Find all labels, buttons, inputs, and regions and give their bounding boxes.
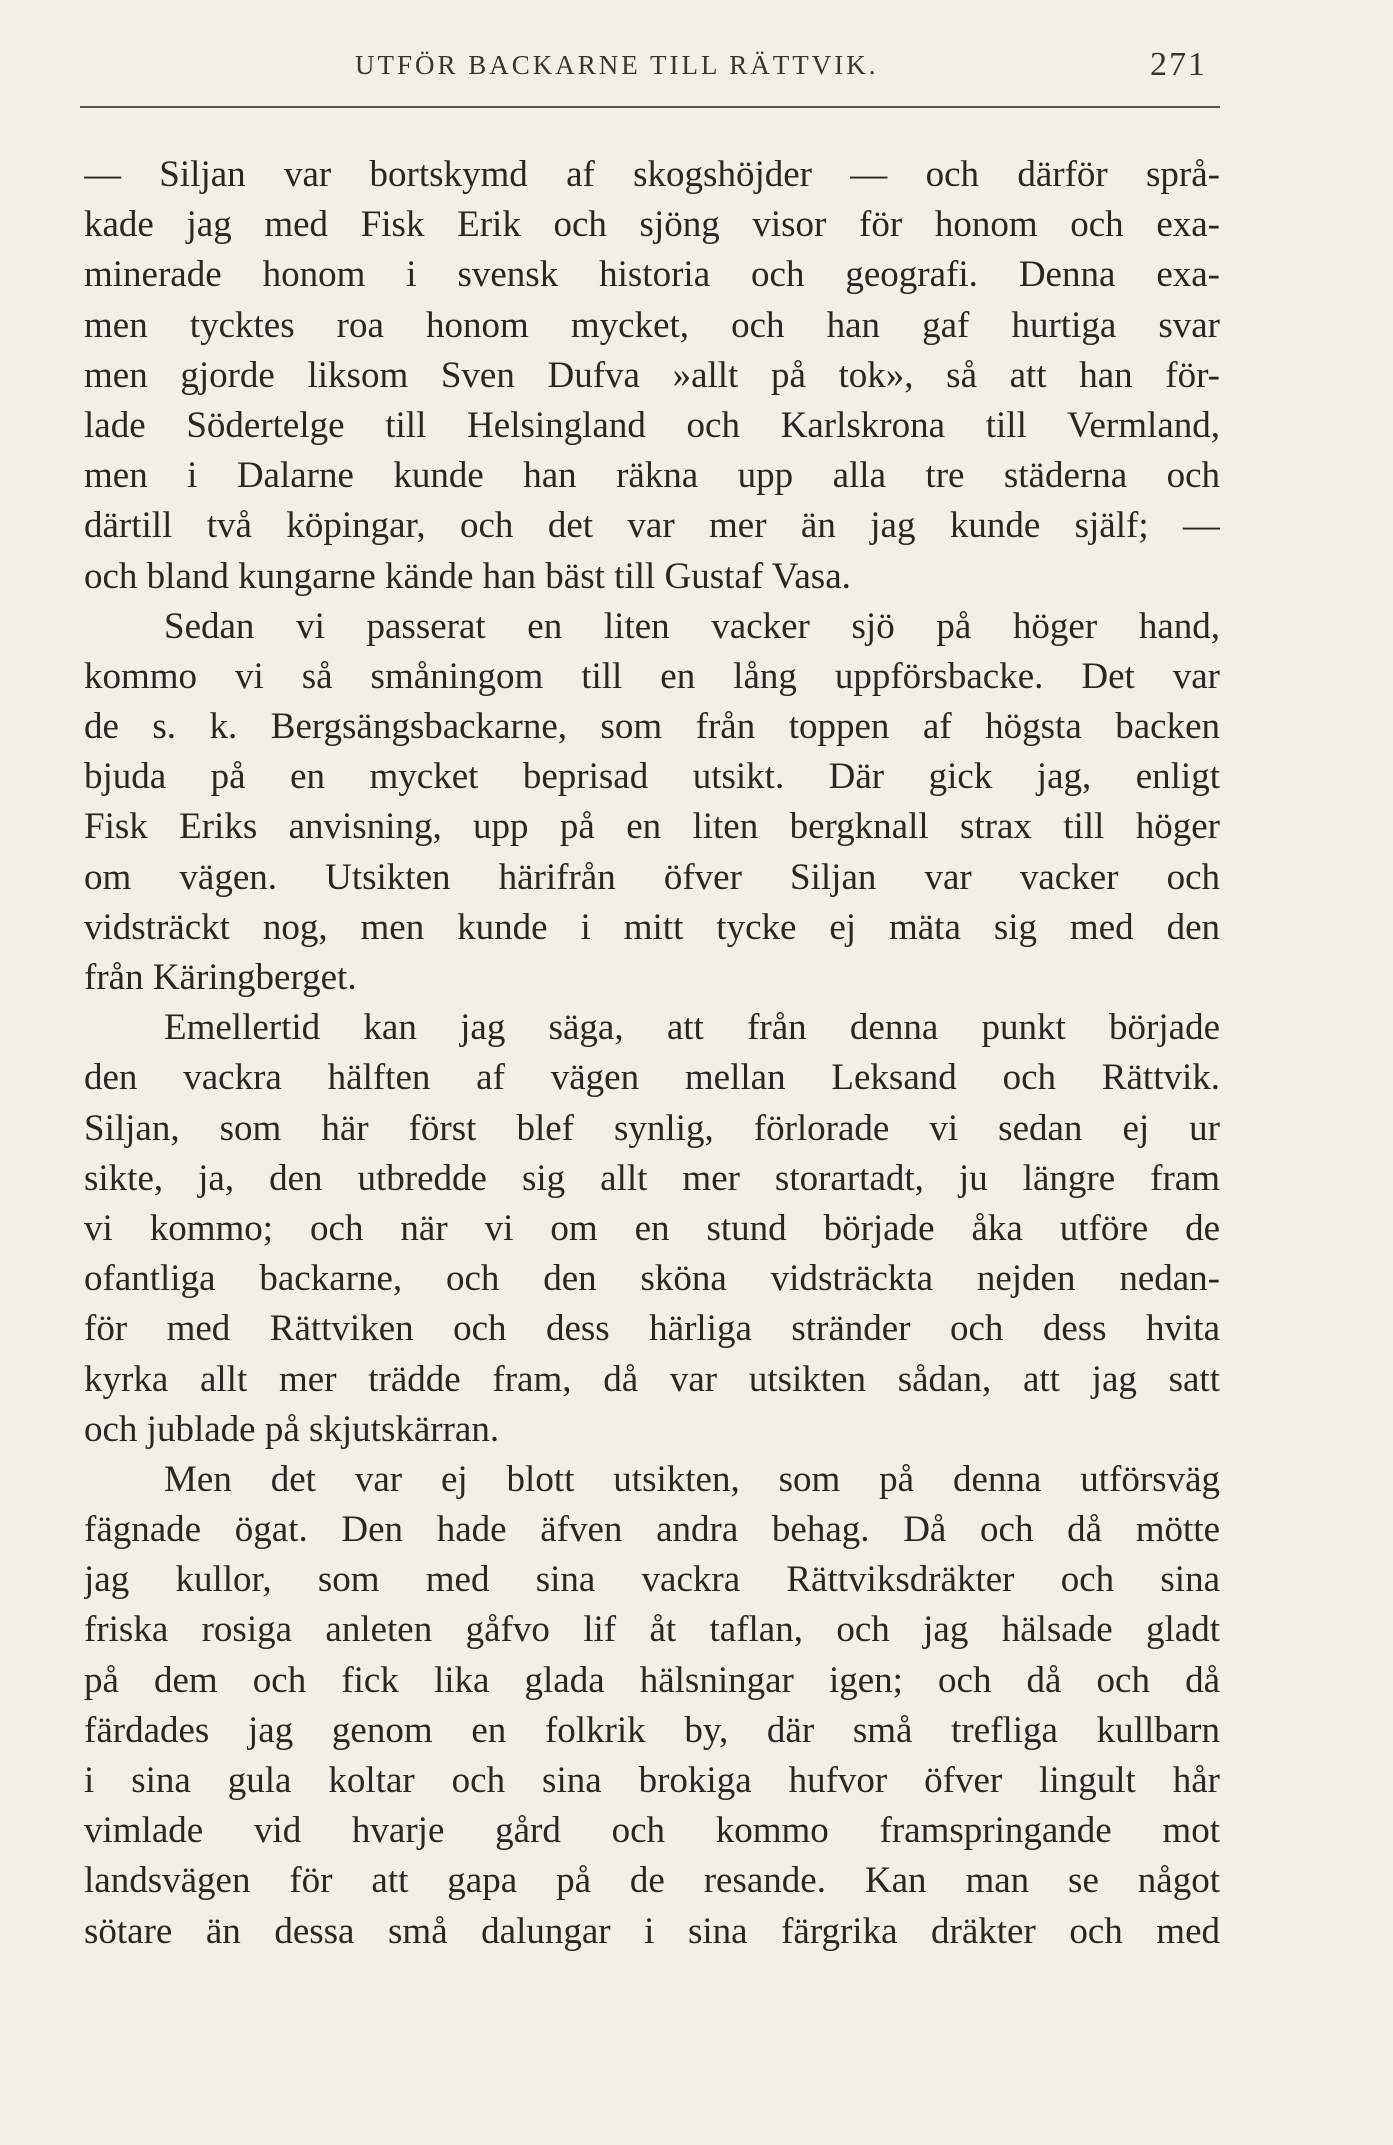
text-line: kyrka allt mer trädde fram, då var utsikten sådan, att jag satt — [84, 1358, 1220, 1400]
text-line: men gjorde liksom Sven Dufva »allt på tok», så att han för- — [84, 354, 1220, 396]
text-line: för med Rättviken och dess härliga stränder och dess hvita — [84, 1308, 1220, 1350]
text-line: därtill två köpingar, och det var mer än jag kunde själf; — — [84, 505, 1220, 547]
header-rule — [80, 106, 1220, 108]
text-line: Siljan, som här först blef synlig, förlorade vi sedan ej ur — [84, 1107, 1220, 1149]
text-line: jag kullor, som med sina vackra Rättviksdräkter och sina — [84, 1559, 1220, 1601]
text-line: sikte, ja, den utbredde sig allt mer storartadt, ju längre fram — [84, 1157, 1220, 1199]
text-line: vimlade vid hvarje gård och kommo framspringande mot — [84, 1810, 1220, 1852]
text-line: ofantliga backarne, och den sköna vidsträckta nejden nedan- — [84, 1258, 1220, 1300]
text-line: Fisk Eriks anvisning, upp på en liten bergknall strax till höger — [84, 806, 1220, 848]
text-line: fägnade ögat. Den hade äfven andra behag. Då och då mötte — [84, 1509, 1220, 1551]
text-line: de s. k. Bergsängsbackarne, som från toppen af högsta backen — [84, 706, 1220, 748]
text-line: från Käringberget. — [84, 957, 357, 998]
text-line: men i Dalarne kunde han räkna upp alla tre städerna och — [84, 455, 1220, 497]
text-line: och bland kungarne kände han bäst till Gustaf Vasa. — [84, 555, 851, 597]
text-line: sötare än dessa små dalungar i sina färgrika dräkter och med — [84, 1910, 1220, 1952]
text-line: om vägen. Utsikten härifrån öfver Siljan var vacker och — [84, 856, 1220, 898]
text-line: på dem och fick lika glada hälsningar igen; och då och då — [84, 1659, 1220, 1701]
text-line: friska rosiga anleten gåfvo lif åt taflan, och jag hälsade gladt — [84, 1609, 1220, 1651]
text-line: och jublade på skjutskärran. — [84, 1408, 500, 1450]
text-line: Men det var ej blott utsikten, som på denna utförsväg — [164, 1458, 1220, 1500]
text-line: — Siljan var bortskymd af skogshöjder — och därför språ- — [84, 154, 1220, 195]
text-line: minerade honom i svensk historia och geografi. Denna exa- — [84, 254, 1220, 296]
text-line: men tycktes roa honom mycket, och han gaf hurtiga svar — [84, 304, 1220, 346]
body-text — [84, 150, 1220, 1957]
text-line: Emellertid kan jag säga, att från denna punkt började — [164, 1007, 1220, 1049]
text-line: lade Södertelge till Helsingland och Karlskrona till Vermland, — [84, 404, 1220, 446]
text-line: kade jag med Fisk Erik och sjöng visor för honom och exa- — [84, 204, 1220, 246]
text-line: landsvägen för att gapa på de resande. Kan man se något — [84, 1860, 1220, 1902]
text-line: i sina gula koltar och sina brokiga hufvor öfver lingult hår — [84, 1760, 1220, 1801]
text-line: vidsträckt nog, men kunde i mitt tycke ej mäta sig med den — [84, 906, 1220, 948]
text-line: den vackra hälften af vägen mellan Leksand och Rättvik. — [84, 1057, 1220, 1099]
text-line: bjuda på en mycket beprisad utsikt. Där gick jag, enligt — [84, 756, 1220, 798]
text-line: färdades jag genom en folkrik by, där små trefliga kullbarn — [84, 1709, 1220, 1751]
page-number: 271 — [1150, 46, 1207, 83]
running-title: UTFÖR BACKARNE TILL RÄTTVIK. — [355, 50, 879, 80]
text-line: Sedan vi passerat en liten vacker sjö på höger hand, — [164, 605, 1220, 647]
text-line: vi kommo; och när vi om en stund började åka utföre de — [84, 1207, 1220, 1249]
text-line: kommo vi så småningom till en lång uppförsbacke. Det var — [84, 655, 1220, 697]
